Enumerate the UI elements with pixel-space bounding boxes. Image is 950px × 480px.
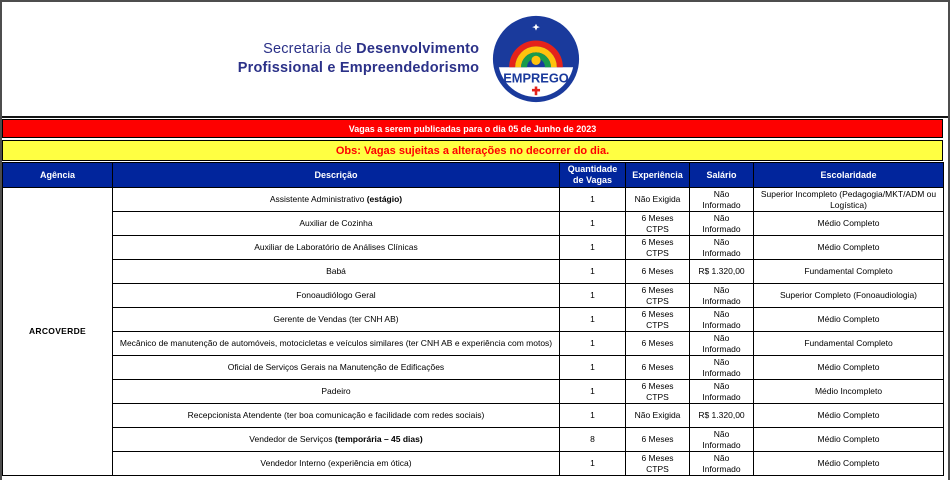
- cell-salario: R$ 1.320,00: [690, 260, 754, 284]
- column-header-experiencia: Experiência: [626, 163, 690, 188]
- vacancies-table-body: [3, 188, 944, 476]
- cell-salario: Não Informado: [690, 188, 754, 212]
- cell-descricao: Vendedor Interno (experiência em ótica): [113, 452, 560, 476]
- cell-quantidade: 1: [560, 380, 626, 404]
- brand-header: [2, 2, 948, 118]
- cell-experiencia: 6 Meses CTPS: [626, 236, 690, 260]
- cell-salario: R$ 1.320,00: [690, 404, 754, 428]
- cell-quantidade: 1: [560, 452, 626, 476]
- cell-salario: Não Informado: [690, 284, 754, 308]
- table-row: [3, 212, 944, 236]
- cell-descricao: Auxiliar de Cozinha: [113, 212, 560, 236]
- column-header-escolaridade: Escolaridade: [754, 163, 944, 188]
- svg-text:EMPREGO: EMPREGO: [503, 70, 570, 86]
- cell-salario: Não Informado: [690, 236, 754, 260]
- cell-descricao: Assistente Administrativo (estágio): [113, 188, 560, 212]
- cell-experiencia: 6 Meses: [626, 260, 690, 284]
- cell-quantidade: 1: [560, 404, 626, 428]
- table-row: [3, 428, 944, 452]
- cell-escolaridade: Médio Completo: [754, 236, 944, 260]
- table-row: [3, 404, 944, 428]
- column-header-salario: Salário: [690, 163, 754, 188]
- column-header-quantidade: Quantidade de Vagas: [560, 163, 626, 188]
- cell-experiencia: 6 Meses CTPS: [626, 308, 690, 332]
- cell-descricao: Padeiro: [113, 380, 560, 404]
- cell-descricao: Auxiliar de Laboratório de Análises Clínicas: [113, 236, 560, 260]
- cell-escolaridade: Médio Completo: [754, 404, 944, 428]
- table-row: [3, 356, 944, 380]
- table-row: [3, 308, 944, 332]
- cell-descricao: Gerente de Vendas (ter CNH AB): [113, 308, 560, 332]
- org-title-line2: Profissional e Empreendedorismo: [237, 60, 480, 76]
- cell-descricao: Babá: [113, 260, 560, 284]
- cell-quantidade: 8: [560, 428, 626, 452]
- cell-quantidade: 1: [560, 188, 626, 212]
- cell-salario: Não Informado: [690, 356, 754, 380]
- brand-group: [238, 15, 581, 103]
- cell-salario: Não Informado: [690, 452, 754, 476]
- cell-salario: Não Informado: [690, 308, 754, 332]
- cell-experiencia: 6 Meses CTPS: [626, 284, 690, 308]
- cell-escolaridade: Médio Completo: [754, 356, 944, 380]
- cell-quantidade: 1: [560, 356, 626, 380]
- table-row: [3, 284, 944, 308]
- cell-quantidade: 1: [560, 308, 626, 332]
- table-row: [3, 332, 944, 356]
- table-row: [3, 260, 944, 284]
- cell-escolaridade: Superior Completo (Fonoaudiologia): [754, 284, 944, 308]
- cell-quantidade: 1: [560, 332, 626, 356]
- cell-escolaridade: Médio Completo: [754, 212, 944, 236]
- table-header-row: [3, 163, 944, 188]
- cell-experiencia: Não Exigida: [626, 188, 690, 212]
- cell-experiencia: 6 Meses CTPS: [626, 212, 690, 236]
- org-title-line1: Secretaria de Desenvolvimento: [263, 41, 480, 57]
- cell-quantidade: 1: [560, 260, 626, 284]
- cell-escolaridade: Médio Completo: [754, 452, 944, 476]
- cell-experiencia: Não Exigida: [626, 404, 690, 428]
- notice-banner: [2, 140, 943, 161]
- table-row: [3, 236, 944, 260]
- cell-salario: Não Informado: [690, 332, 754, 356]
- cell-descricao: Fonoaudiólogo Geral: [113, 284, 560, 308]
- cell-experiencia: 6 Meses: [626, 356, 690, 380]
- cell-descricao: Oficial de Serviços Gerais na Manutenção de Edificações: [113, 356, 560, 380]
- cell-salario: Não Informado: [690, 212, 754, 236]
- agency-cell: ARCOVERDE: [3, 188, 113, 476]
- cell-experiencia: 6 Meses: [626, 332, 690, 356]
- table-row: [3, 188, 944, 212]
- table-row: [3, 380, 944, 404]
- publish-date-text: Vagas a serem publicadas para o dia 05 de Junho de 2023: [348, 123, 597, 134]
- cell-escolaridade: Fundamental Completo: [754, 332, 944, 356]
- column-header-agencia: Agência: [3, 163, 113, 188]
- cell-experiencia: 6 Meses CTPS: [626, 452, 690, 476]
- vacancies-table: [2, 162, 944, 476]
- cell-escolaridade: Médio Completo: [754, 428, 944, 452]
- cell-escolaridade: Médio Completo: [754, 308, 944, 332]
- cell-experiencia: 6 Meses: [626, 428, 690, 452]
- cell-descricao: Mecânico de manutenção de automóveis, motocicletas e veículos similares (ter CNH AB e experiência com motos): [113, 332, 560, 356]
- notice-text: Obs: Vagas sujeitas a alterações no decorrer do dia.: [335, 144, 610, 157]
- publish-date-banner: [2, 119, 943, 138]
- cell-escolaridade: Médio Incompleto: [754, 380, 944, 404]
- cell-escolaridade: Superior Incompleto (Pedagogia/MKT/ADM ou Logística): [754, 188, 944, 212]
- cell-escolaridade: Fundamental Completo: [754, 260, 944, 284]
- cell-descricao: Vendedor de Serviços (temporária – 45 dias): [113, 428, 560, 452]
- org-title: [238, 40, 480, 78]
- cell-quantidade: 1: [560, 284, 626, 308]
- table-row: [3, 452, 944, 476]
- cell-salario: Não Informado: [690, 428, 754, 452]
- cell-experiencia: 6 Meses CTPS: [626, 380, 690, 404]
- cell-quantidade: 1: [560, 236, 626, 260]
- emprego-logo-icon: [492, 15, 580, 103]
- column-header-descricao: Descrição: [113, 163, 560, 188]
- cell-salario: Não Informado: [690, 380, 754, 404]
- cell-descricao: Recepcionista Atendente (ter boa comunicação e facilidade com redes sociais): [113, 404, 560, 428]
- cell-quantidade: 1: [560, 212, 626, 236]
